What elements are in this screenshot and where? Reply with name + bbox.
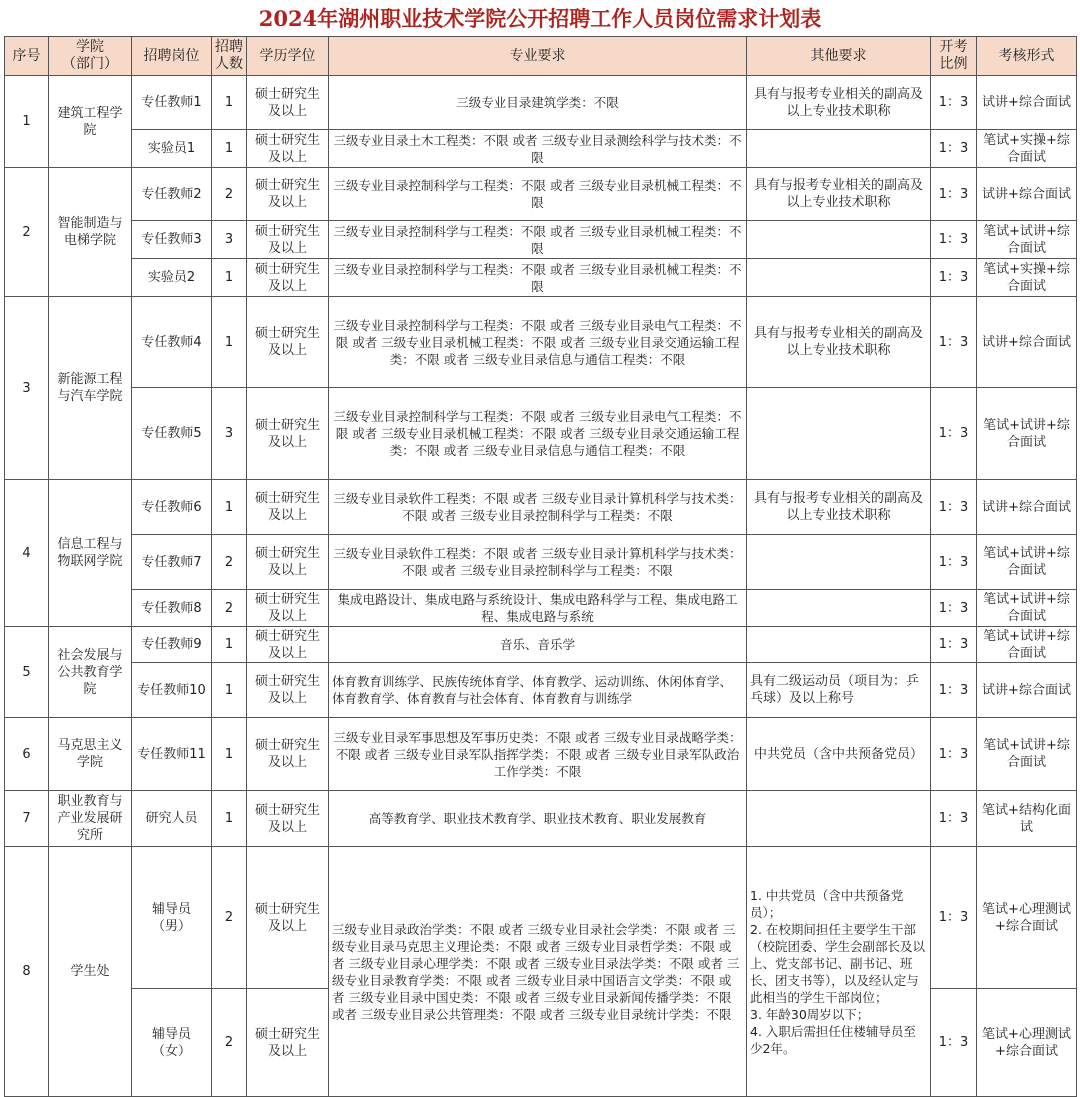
cell-other: 具有与报考专业相关的副高及以上专业技术职称	[747, 76, 931, 130]
cell-exam: 笔试+结构化面试	[977, 791, 1077, 847]
cell-post: 专任教师1	[132, 76, 212, 130]
cell-num: 2	[212, 168, 247, 221]
header-post: 招聘岗位	[132, 37, 212, 76]
table-row	[5, 791, 1077, 847]
table-row	[5, 663, 1077, 718]
cell-num: 2	[212, 847, 247, 989]
cell-exam: 笔试+试讲+综合面试	[977, 590, 1077, 627]
table-row	[5, 168, 1077, 221]
cell-num: 2	[212, 590, 247, 627]
cell-ratio: 1：3	[931, 718, 977, 791]
cell-major: 三级专业目录控制科学与工程类：不限 或者 三级专业目录机械工程类：不限	[329, 221, 747, 259]
cell-exam: 笔试+实操+综合面试	[977, 130, 1077, 168]
cell-exam: 笔试+试讲+综合面试	[977, 221, 1077, 259]
cell-exam: 笔试+试讲+综合面试	[977, 388, 1077, 480]
cell-other	[747, 259, 931, 297]
cell-exam: 试讲+综合面试	[977, 663, 1077, 718]
cell-exam: 试讲+综合面试	[977, 480, 1077, 535]
cell-post: 辅导员 （男）	[132, 847, 212, 989]
cell-college: 职业教育与产业发展研究所	[49, 791, 132, 847]
cell-edu: 硕士研究生及以上	[247, 791, 329, 847]
table-row	[5, 221, 1077, 259]
cell-edu: 硕士研究生及以上	[247, 130, 329, 168]
cell-college: 社会发展与公共教育学院	[49, 627, 132, 718]
cell-edu: 硕士研究生及以上	[247, 480, 329, 535]
cell-ratio: 1：3	[931, 297, 977, 388]
cell-college: 新能源工程与汽车学院	[49, 297, 132, 480]
cell-major: 三级专业目录政治学类：不限 或者 三级专业目录社会学类：不限 或者 三级专业目录马克思主义理论类：不限 或者 三级专业目录哲学类：不限 或者 三级专业目录心理学类：不限 或者 三级专业目录法学类：不限 或者 三级专业目录教育学类：不限 或者 三级专业目录中国语言文学类：不限 或者 三级专业目录中国史类：不限 或者 三级专业目录新闻传播学类：不限 或者 三级专业目录公共管理类：不限 或者 三级专业目录统计学类：不限	[329, 847, 747, 1097]
cell-num: 1	[212, 718, 247, 791]
cell-major: 三级专业目录控制科学与工程类：不限 或者 三级专业目录机械工程类：不限	[329, 168, 747, 221]
cell-college: 学生处	[49, 847, 132, 1097]
cell-major: 音乐、音乐学	[329, 627, 747, 663]
cell-major: 三级专业目录控制科学与工程类：不限 或者 三级专业目录机械工程类：不限	[329, 259, 747, 297]
cell-other	[747, 590, 931, 627]
cell-other	[747, 535, 931, 590]
cell-post: 实验员1	[132, 130, 212, 168]
cell-edu: 硕士研究生及以上	[247, 989, 329, 1097]
cell-num: 1	[212, 76, 247, 130]
cell-major: 三级专业目录控制科学与工程类：不限 或者 三级专业目录电气工程类：不限 或者 三级专业目录机械工程类：不限 或者 三级专业目录交通运输工程类：不限 或者 三级专业目录信息与通信工程类：不限	[329, 297, 747, 388]
cell-exam: 笔试+试讲+综合面试	[977, 535, 1077, 590]
cell-exam: 笔试+试讲+综合面试	[977, 718, 1077, 791]
cell-other: 具有与报考专业相关的副高及以上专业技术职称	[747, 168, 931, 221]
cell-num: 2	[212, 989, 247, 1097]
cell-post: 专任教师9	[132, 627, 212, 663]
cell-major: 三级专业目录建筑学类：不限	[329, 76, 747, 130]
cell-edu: 硕士研究生及以上	[247, 663, 329, 718]
cell-other	[747, 627, 931, 663]
cell-edu: 硕士研究生及以上	[247, 76, 329, 130]
table-row	[5, 627, 1077, 663]
cell-edu: 硕士研究生及以上	[247, 221, 329, 259]
cell-post: 专任教师5	[132, 388, 212, 480]
cell-exam: 试讲+综合面试	[977, 76, 1077, 130]
cell-num: 1	[212, 663, 247, 718]
table-row	[5, 535, 1077, 590]
cell-ratio: 1：3	[931, 989, 977, 1097]
cell-ratio: 1：3	[931, 76, 977, 130]
cell-seq: 3	[5, 297, 49, 480]
cell-major: 体育教育训练学、民族传统体育学、体育教学、运动训练、休闲体育学、体育教育学、体育教育与社会体育、体育教育与训练学	[329, 663, 747, 718]
cell-edu: 硕士研究生及以上	[247, 168, 329, 221]
header-other: 其他要求	[747, 37, 931, 76]
cell-num: 1	[212, 259, 247, 297]
cell-post: 研究人员	[132, 791, 212, 847]
table-row	[5, 847, 1077, 989]
table-row	[5, 388, 1077, 480]
cell-ratio: 1：3	[931, 663, 977, 718]
cell-edu: 硕士研究生及以上	[247, 535, 329, 590]
cell-seq: 1	[5, 76, 49, 168]
cell-post: 实验员2	[132, 259, 212, 297]
cell-edu: 硕士研究生及以上	[247, 297, 329, 388]
cell-other: 具有二级运动员（项目为：乒乓球）及以上称号	[747, 663, 931, 718]
cell-college: 马克思主义学院	[49, 718, 132, 791]
cell-seq: 2	[5, 168, 49, 297]
cell-exam: 笔试+心理测试+综合面试	[977, 847, 1077, 989]
cell-edu: 硕士研究生及以上	[247, 590, 329, 627]
cell-ratio: 1：3	[931, 627, 977, 663]
cell-post: 辅导员 （女）	[132, 989, 212, 1097]
cell-ratio: 1：3	[931, 590, 977, 627]
cell-major: 三级专业目录控制科学与工程类：不限 或者 三级专业目录电气工程类：不限 或者 三级专业目录机械工程类：不限 或者 三级专业目录交通运输工程类：不限 或者 三级专业目录信息与通信工程类：不限	[329, 388, 747, 480]
cell-exam: 试讲+综合面试	[977, 297, 1077, 388]
cell-ratio: 1：3	[931, 221, 977, 259]
cell-college: 智能制造与电梯学院	[49, 168, 132, 297]
cell-post: 专任教师2	[132, 168, 212, 221]
cell-ratio: 1：3	[931, 388, 977, 480]
cell-major: 高等教育学、职业技术教育学、职业技术教育、职业发展教育	[329, 791, 747, 847]
cell-seq: 7	[5, 791, 49, 847]
table-row	[5, 297, 1077, 388]
cell-other	[747, 388, 931, 480]
cell-post: 专任教师3	[132, 221, 212, 259]
cell-num: 1	[212, 480, 247, 535]
cell-exam: 笔试+心理测试+综合面试	[977, 989, 1077, 1097]
table-row	[5, 76, 1077, 130]
cell-post: 专任教师8	[132, 590, 212, 627]
cell-seq: 5	[5, 627, 49, 718]
cell-edu: 硕士研究生及以上	[247, 627, 329, 663]
cell-ratio: 1：3	[931, 259, 977, 297]
cell-ratio: 1：3	[931, 535, 977, 590]
cell-edu: 硕士研究生及以上	[247, 388, 329, 480]
table-row	[5, 480, 1077, 535]
cell-major: 三级专业目录软件工程类：不限 或者 三级专业目录计算机科学与技术类：不限 或者 三级专业目录控制科学与工程类：不限	[329, 535, 747, 590]
cell-other	[747, 130, 931, 168]
cell-seq: 4	[5, 480, 49, 627]
cell-ratio: 1：3	[931, 847, 977, 989]
cell-major: 三级专业目录土木工程类：不限 或者 三级专业目录测绘科学与技术类：不限	[329, 130, 747, 168]
cell-post: 专任教师10	[132, 663, 212, 718]
cell-num: 1	[212, 791, 247, 847]
cell-num: 3	[212, 221, 247, 259]
cell-edu: 硕士研究生及以上	[247, 847, 329, 989]
page-title: 2024年湖州职业技术学院公开招聘工作人员岗位需求计划表	[258, 6, 822, 31]
cell-other	[747, 791, 931, 847]
cell-major: 三级专业目录军事思想及军事历史类：不限 或者 三级专业目录战略学类：不限 或者 三级专业目录军队指挥学类：不限 或者 三级专业目录军队政治工作学类：不限	[329, 718, 747, 791]
header-seq: 序号	[5, 37, 49, 76]
cell-ratio: 1：3	[931, 130, 977, 168]
cell-seq: 8	[5, 847, 49, 1097]
cell-num: 1	[212, 130, 247, 168]
cell-other: 具有与报考专业相关的副高及以上专业技术职称	[747, 297, 931, 388]
cell-edu: 硕士研究生及以上	[247, 259, 329, 297]
header-ratio: 开考 比例	[931, 37, 977, 76]
header-college: 学院 （部门）	[49, 37, 132, 76]
cell-post: 专任教师4	[132, 297, 212, 388]
cell-other: 中共党员（含中共预备党员）	[747, 718, 931, 791]
cell-other: 具有与报考专业相关的副高及以上专业技术职称	[747, 480, 931, 535]
cell-other: 1. 中共党员（含中共预备党员）； 2. 在校期间担任主要学生干部（校院团委、学生会副部长及以上、党支部书记、副书记、班长、团支书等），以及经认定与此相当的学生干部岗位； 3. 年龄30周岁以下； 4. 入职后需担任住楼辅导员至少2年。	[747, 847, 931, 1097]
cell-ratio: 1：3	[931, 168, 977, 221]
header-major: 专业要求	[329, 37, 747, 76]
cell-ratio: 1：3	[931, 791, 977, 847]
cell-num: 3	[212, 388, 247, 480]
cell-major: 集成电路设计、集成电路与系统设计、集成电路科学与工程、集成电路工程、集成电路与系统	[329, 590, 747, 627]
cell-other	[747, 221, 931, 259]
table-row	[5, 718, 1077, 791]
cell-num: 2	[212, 535, 247, 590]
table-row	[5, 259, 1077, 297]
header-exam: 考核形式	[977, 37, 1077, 76]
cell-exam: 笔试+实操+综合面试	[977, 259, 1077, 297]
cell-exam: 试讲+综合面试	[977, 168, 1077, 221]
cell-college: 建筑工程学院	[49, 76, 132, 168]
cell-post: 专任教师7	[132, 535, 212, 590]
cell-exam: 笔试+试讲+综合面试	[977, 627, 1077, 663]
cell-num: 1	[212, 297, 247, 388]
cell-college: 信息工程与物联网学院	[49, 480, 132, 627]
header-num: 招聘 人数	[212, 37, 247, 76]
cell-seq: 6	[5, 718, 49, 791]
cell-post: 专任教师11	[132, 718, 212, 791]
cell-ratio: 1：3	[931, 480, 977, 535]
cell-major: 三级专业目录软件工程类：不限 或者 三级专业目录计算机科学与技术类：不限 或者 三级专业目录控制科学与工程类：不限	[329, 480, 747, 535]
recruitment-table	[4, 36, 1077, 1097]
cell-num: 1	[212, 627, 247, 663]
table-row	[5, 590, 1077, 627]
table-row	[5, 130, 1077, 168]
cell-edu: 硕士研究生及以上	[247, 718, 329, 791]
cell-post: 专任教师6	[132, 480, 212, 535]
header-row	[5, 37, 1077, 76]
header-edu: 学历学位	[247, 37, 329, 76]
